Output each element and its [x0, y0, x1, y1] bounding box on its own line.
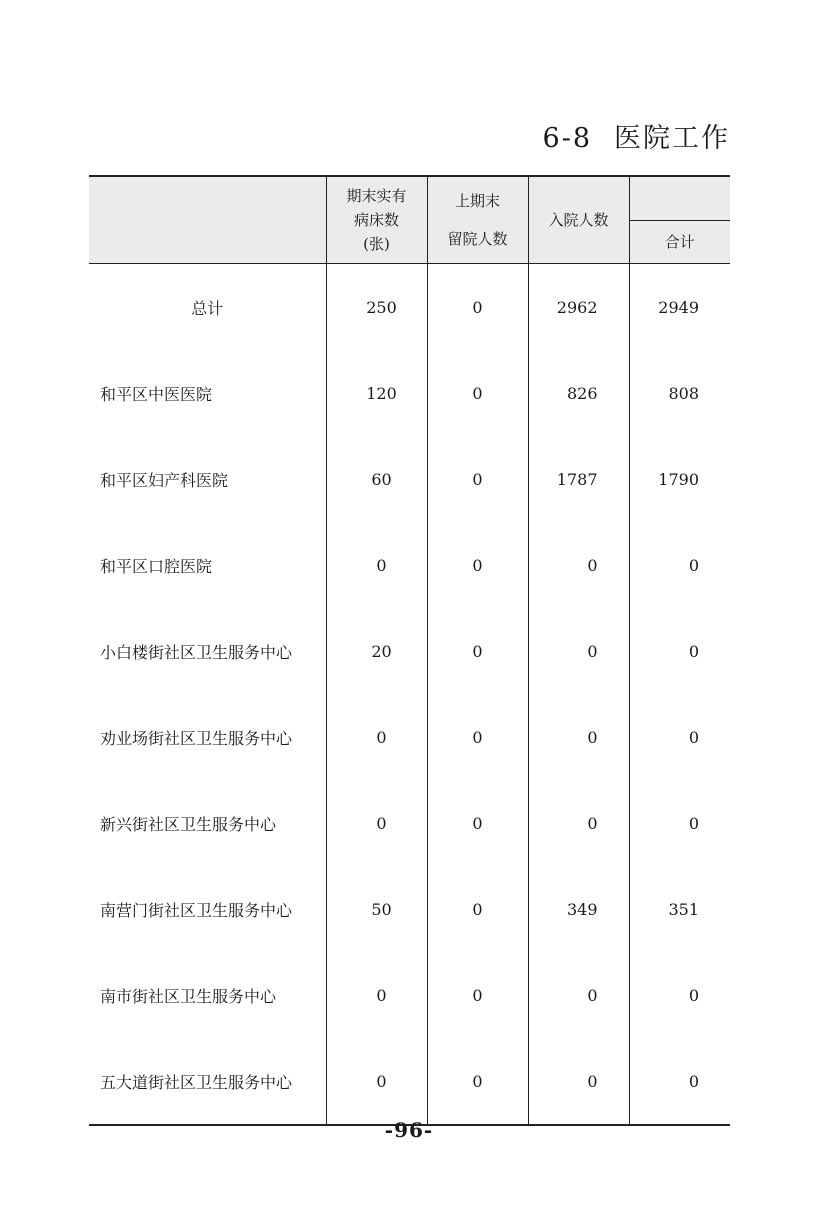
cell-admissions: 1787 — [528, 436, 629, 522]
header-admissions: 入院人数 — [528, 176, 629, 264]
header-beds: 期末实有 病床数 (张) — [326, 176, 427, 264]
row-name: 南市街社区卫生服务中心 — [100, 986, 277, 1006]
cell-beds: 0 — [326, 694, 427, 780]
cell-admissions: 0 — [528, 608, 629, 694]
section-title: 医院工作 — [614, 123, 730, 154]
cell-admissions: 0 — [528, 952, 629, 1038]
row-name: 小白楼街社区卫生服务中心 — [100, 642, 293, 662]
cell-admissions: 2962 — [528, 264, 629, 351]
cell-prev: 0 — [427, 436, 528, 522]
cell-admissions: 0 — [528, 780, 629, 866]
cell-prev: 0 — [427, 608, 528, 694]
cell-beds: 0 — [326, 780, 427, 866]
table-row — [89, 952, 730, 1038]
cell-admissions: 0 — [528, 1038, 629, 1125]
cell-total: 808 — [629, 350, 730, 436]
cell-prev: 0 — [427, 350, 528, 436]
row-name: 南营门街社区卫生服务中心 — [100, 900, 293, 920]
row-name: 新兴街社区卫生服务中心 — [100, 814, 277, 834]
section-number: 6-8 — [542, 123, 592, 154]
table-row-total — [89, 264, 730, 351]
cell-admissions: 826 — [528, 350, 629, 436]
cell-total: 1790 — [629, 436, 730, 522]
row-name: 劝业场街社区卫生服务中心 — [100, 728, 293, 748]
table-row — [89, 608, 730, 694]
cell-prev: 0 — [427, 952, 528, 1038]
cell-prev: 0 — [427, 1038, 528, 1125]
cell-beds: 20 — [326, 608, 427, 694]
cell-prev: 0 — [427, 866, 528, 952]
cell-total: 0 — [629, 522, 730, 608]
header-name-column — [89, 176, 326, 264]
cell-total: 0 — [629, 952, 730, 1038]
row-name: 五大道街社区卫生服务中心 — [89, 1038, 326, 1125]
cell-total: 0 — [629, 1038, 730, 1125]
row-name: 总计 — [191, 298, 224, 318]
cell-admissions: 0 — [528, 522, 629, 608]
header-prev-patients: 上期末 留院人数 — [427, 176, 528, 264]
table-row — [89, 780, 730, 866]
cell-prev: 0 — [427, 264, 528, 351]
cell-prev: 0 — [427, 694, 528, 780]
cell-admissions: 349 — [528, 866, 629, 952]
row-name: 和平区口腔医院 — [100, 556, 213, 576]
cell-total: 0 — [629, 780, 730, 866]
cell-beds: 250 — [326, 264, 427, 351]
table-body — [89, 264, 730, 1126]
cell-prev: 0 — [427, 780, 528, 866]
cell-beds: 60 — [326, 436, 427, 522]
row-name: 和平区中医医院 — [100, 384, 213, 404]
table-row — [89, 350, 730, 436]
table-row — [89, 866, 730, 952]
cell-total: 0 — [629, 608, 730, 694]
cell-beds: 0 — [326, 522, 427, 608]
table-header — [89, 176, 730, 264]
cell-beds: 120 — [326, 350, 427, 436]
cell-admissions: 0 — [528, 694, 629, 780]
cell-total: 2949 — [629, 264, 730, 351]
table-row — [89, 436, 730, 522]
cell-beds: 50 — [326, 866, 427, 952]
header-discharge-group — [629, 176, 730, 221]
cell-total: 0 — [629, 694, 730, 780]
header-discharge-total: 合计 — [629, 221, 730, 264]
cell-total: 351 — [629, 866, 730, 952]
cell-beds: 0 — [326, 1038, 427, 1125]
table-row — [89, 694, 730, 780]
table-row — [89, 1038, 730, 1125]
hospital-work-table — [89, 175, 730, 1126]
page-title — [543, 116, 730, 155]
row-name: 和平区妇产科医院 — [100, 470, 229, 490]
cell-beds: 0 — [326, 952, 427, 1038]
cell-prev: 0 — [427, 522, 528, 608]
page-number: -96- — [384, 1118, 434, 1142]
table-row — [89, 522, 730, 608]
